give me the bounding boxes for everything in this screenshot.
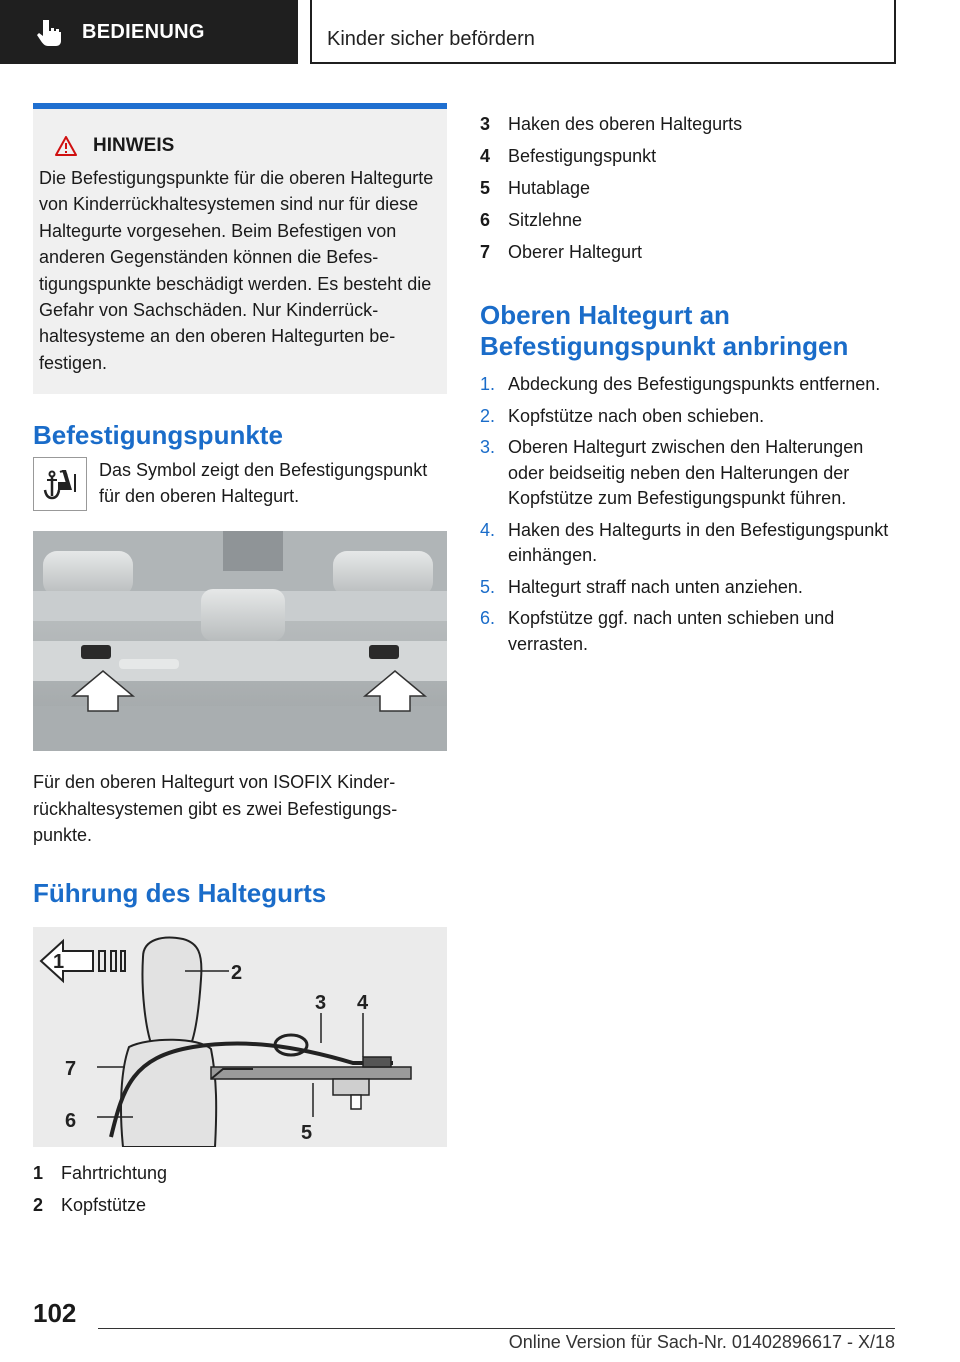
chapter-title: Kinder sicher befördern: [312, 0, 894, 62]
heading-befestigungspunkte: Befestigungspunkte: [33, 420, 283, 451]
step-item: 4. Haken des Haltegurts in den Befestigungspunkt einhängen.: [480, 519, 889, 565]
hand-pointer-icon: [36, 17, 66, 47]
left-column: [33, 103, 447, 1221]
diagram-label-2: 2: [231, 962, 243, 985]
section-title: BEDIENUNG: [82, 20, 205, 43]
legend-item: 7 Oberer Haltegurt: [480, 242, 643, 262]
heading-anbringen: Oberen Haltegurt an Befestigungspunkt anbringen: [480, 300, 849, 361]
section-tab: [0, 0, 298, 64]
notice-box: [33, 103, 447, 394]
heading-fuhrung: Führung des Haltegurts: [33, 878, 327, 909]
diagram-label-3: 3: [315, 992, 327, 1015]
legend-item: 4 Befestigungspunkt: [480, 146, 657, 166]
legend-item: 2 Kopfstütze: [33, 1195, 147, 1216]
right-column: [480, 108, 900, 663]
isofix-paragraph: Für den oberen Haltegurt von ISOFIX Kinderrückhaltesystemen gibt es zwei Befestigungspunkte.: [33, 772, 398, 846]
rear-shelf-photo: [33, 531, 447, 751]
notice-header: [55, 135, 439, 157]
legend-item: 1 Fahrtrichtung: [33, 1163, 168, 1184]
diagram-label-5: 5: [301, 1122, 313, 1145]
symbol-box: [33, 457, 87, 511]
notice-text: Die Befestigungspunkte für die oberen Haltegurte von Kinderrückhaltesystemen sind nur für diese Haltegurte vorgesehen. Beim Befestigen von anderen Gegenständen können die Befestigungspunkte beschädigt werden. Es besteht die Gefahr von Sachschäden. Nur Kinderrückhaltesysteme an den oberen Haltegurten befestigen.: [39, 168, 434, 373]
legend-item: 6 Sitzlehne: [480, 210, 583, 230]
notice-title: HINWEIS: [93, 135, 175, 156]
step-item: 5. Haltegurt straff nach unten anziehen.: [480, 576, 803, 597]
tether-routing-diagram: [33, 927, 447, 1147]
step-item: 6. Kopfstütze ggf. nach unten schieben und verrasten.: [480, 608, 835, 654]
diagram-label-1: 1: [53, 951, 65, 974]
steps-list: [480, 372, 900, 657]
headrest-shape: [142, 938, 201, 1049]
legend-item: 3 Haken des oberen Haltegurts: [480, 114, 743, 134]
diagram-label-7: 7: [65, 1058, 77, 1081]
warning-triangle-icon: [55, 136, 77, 156]
page-number: 102: [33, 1298, 77, 1328]
seatback-shape: [121, 1040, 216, 1147]
step-item: 2. Kopfstütze nach oben schieben.: [480, 405, 765, 426]
footer-version: Online Version für Sach-Nr. 01402896617 - X/18: [508, 1332, 895, 1352]
legend-list-left: [33, 1157, 447, 1221]
diagram-label-4: 4: [357, 992, 369, 1015]
legend-list-right: [480, 108, 900, 268]
step-item: 3. Oberen Haltegurt zwischen den Halterungen oder beidseitig neben den Halterungen der Kopfstütze zum Befestigungspunkt führen.: [480, 437, 864, 508]
step-item: 1. Abdeckung des Befestigungspunkts entfernen.: [480, 374, 881, 394]
footer-divider: [98, 1328, 895, 1329]
symbol-block: [33, 457, 447, 511]
diagram-label-6: 6: [65, 1110, 77, 1133]
child-seat-anchor-icon: [40, 464, 80, 504]
legend-item: 5 Hutablage: [480, 178, 591, 198]
symbol-description: Das Symbol zeigt den Befestigungspunkt für den oberen Haltegurt.: [99, 460, 428, 507]
chapter-tab: [310, 0, 896, 64]
